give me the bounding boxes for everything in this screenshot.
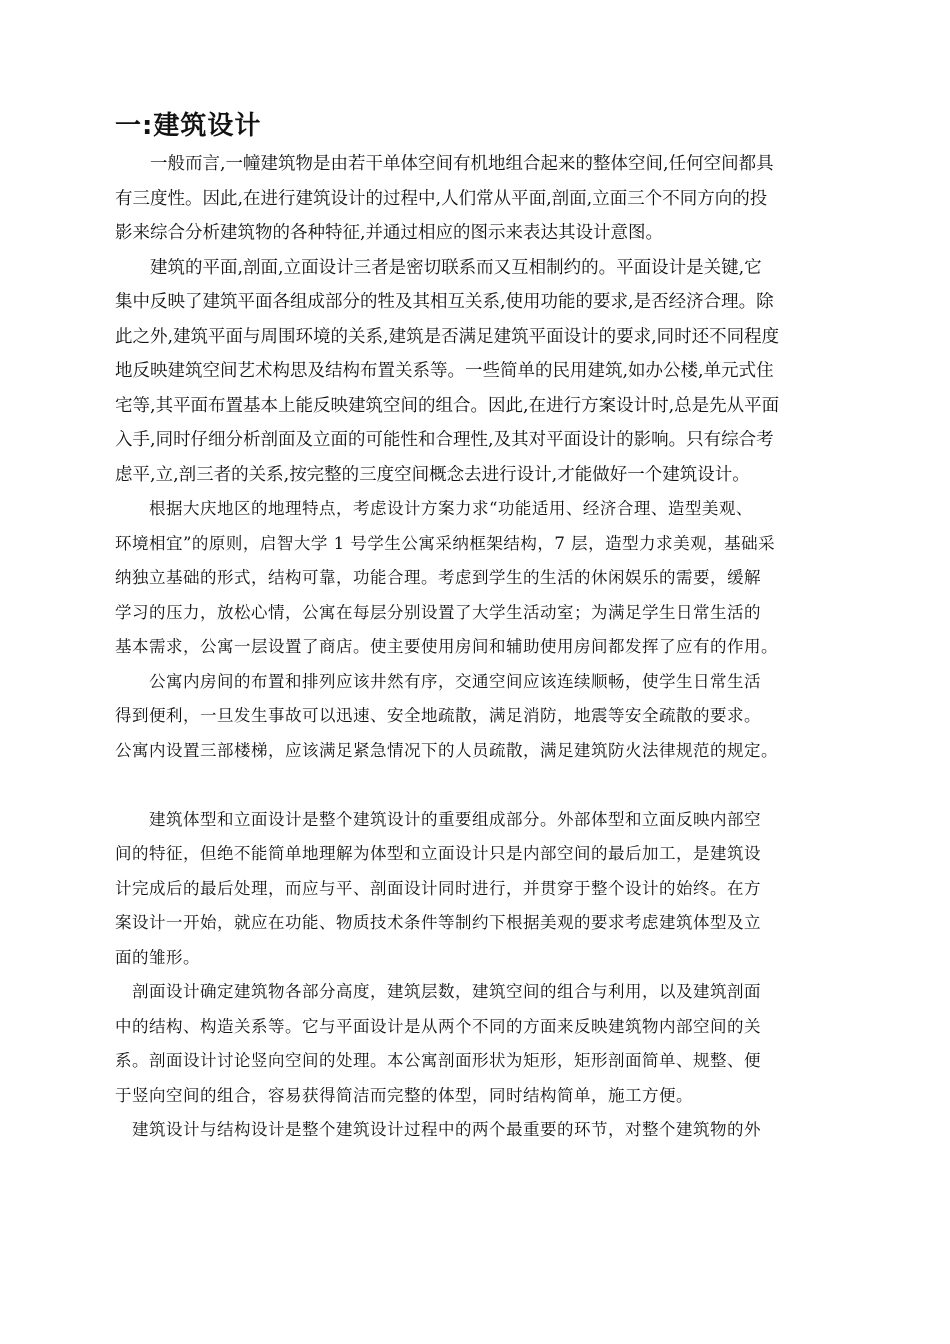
blank-line: [115, 768, 860, 803]
text-line: 入手,同时仔细分析剖面及立面的可能性和合理性,及其对平面设计的影响。只有综合考: [115, 430, 774, 450]
text-line: 建筑设计与结构设计是整个建筑设计过程中的两个最重要的环节，对整个建筑物的外: [115, 1120, 761, 1139]
text-line: 于竖向空间的组合，容易获得简洁而完整的体型，同时结构简单，施工方便。: [115, 1085, 693, 1105]
text-line: 间的特征，但绝不能简单地理解为体型和立面设计只是内部空间的最后加工，是建筑设: [115, 844, 761, 863]
text-line: 基本需求，公寓一层设置了商店。使主要使用房间和辅助使用房间都发挥了应有的作用。: [115, 637, 778, 656]
text-line: 学习的压力，放松心情，公寓在每层分别设置了大学生活动室；为满足学生日常生活的: [115, 602, 761, 622]
text-line: 集中反映了建筑平面各组成部分的牲及其相互关系,使用功能的要求,是否经济合理。除: [115, 292, 774, 312]
text-line: 有三度性。因此,在进行建筑设计的过程中,人们常从平面,剖面,立面三个不同方向的投: [115, 188, 768, 209]
text-line: 得到便利，一旦发生事故可以迅速、安全地疏散，满足消防，地震等安全疏散的要求。: [115, 706, 761, 725]
text-line: 宅等,其平面布置基本上能反映建筑空间的组合。因此,在进行方案设计时,总是先从平面: [115, 395, 780, 416]
text-line: 公寓内设置三部楼梯，应该满足紧急情况下的人员疏散，满足建筑防火法律规范的规定。: [115, 740, 778, 760]
text-line: 面的雏形。: [115, 947, 200, 967]
text-line: 影来综合分析建筑物的各种特征,并通过相应的图示来表达其设计意图。: [115, 223, 664, 243]
body-text: [115, 147, 860, 1148]
text-line: 根据大庆地区的地理特点，考虑设计方案力求“功能适用、经济合理、造型美观、: [115, 499, 753, 518]
text-line: 中的结构、构造关系等。它与平面设计是从两个不同的方面来反映建筑物内部空间的关: [115, 1016, 761, 1036]
text-line: 案设计一开始，就应在功能、物质技术条件等制约下根据美观的要求考虑建筑体型及立: [115, 913, 761, 932]
text-line: 虑平,立,剖三者的关系,按完整的三度空间概念去进行设计,才能做好一个建筑设计。: [115, 464, 750, 485]
text-line: 环境相宜”的原则，启智大学 1 号学生公寓采纳框架结构，7 层，造型力求美观，基础采: [115, 533, 776, 553]
text-line: 地反映建筑空间艺术构思及结构布置关系等。一些简单的民用建筑,如办公楼,单元式住: [115, 361, 774, 381]
text-line: 纳独立基础的形式，结构可靠，功能合理。考虑到学生的生活的休闲娱乐的需要，缓解: [115, 568, 761, 587]
text-line: 计完成后的最后处理，而应与平、剖面设计同时进行，并贯穿于整个设计的始终。在方: [115, 878, 761, 898]
text-line: 此之外,建筑平面与周围环境的关系,建筑是否满足建筑平面设计的要求,同时还不同程度: [115, 326, 780, 347]
text-line: 公寓内房间的布置和排列应该井然有序，交通空间应该连续顺畅，使学生日常生活: [115, 671, 761, 691]
section-heading: 一:建筑设计: [115, 111, 262, 141]
text-line: 系。剖面设计讨论竖向空间的处理。本公寓剖面形状为矩形，矩形剖面简单、规整、便: [115, 1051, 761, 1070]
text-line: 一般而言,一幢建筑物是由若干单体空间有机地组合起来的整体空间,任何空间都具: [115, 154, 774, 174]
text-line: 建筑的平面,剖面,立面设计三者是密切联系而又互相制约的。平面设计是关键,它: [115, 257, 762, 278]
text-line: 剖面设计确定建筑物各部分高度，建筑层数，建筑空间的组合与利用，以及建筑剖面: [115, 982, 761, 1001]
text-line: 建筑体型和立面设计是整个建筑设计的重要组成部分。外部体型和立面反映内部空: [115, 809, 761, 829]
